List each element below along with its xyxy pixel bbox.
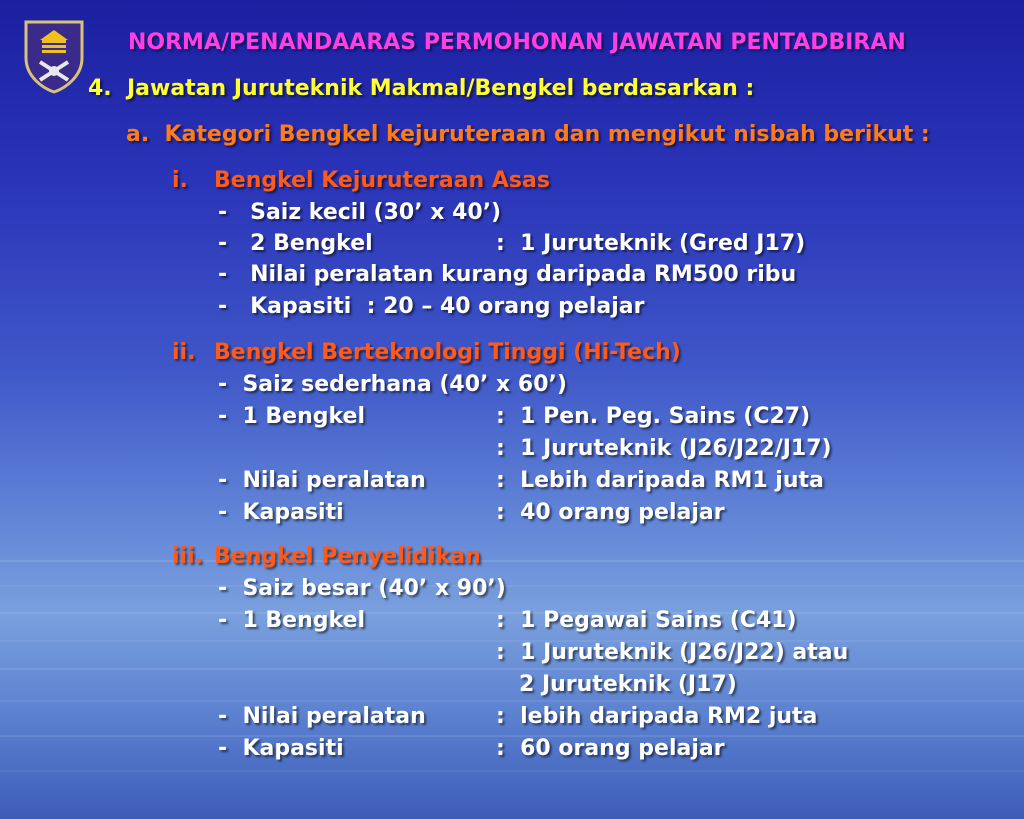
section2-row-label: - Kapasiti bbox=[218, 500, 344, 525]
section3-row-value: : 60 orang pelajar bbox=[496, 736, 725, 761]
section3-row-value: : 1 Juruteknik (J26/J22) atau bbox=[496, 640, 849, 665]
section2-heading: Bengkel Berteknologi Tinggi (Hi-Tech) bbox=[214, 340, 681, 365]
section2-row-value: : 1 Pen. Peg. Sains (C27) bbox=[496, 404, 811, 429]
section1-line: - 2 Bengkel bbox=[218, 231, 373, 256]
section3-number: iii. bbox=[172, 544, 203, 569]
section1-heading: Bengkel Kejuruteraan Asas bbox=[214, 168, 550, 193]
section3-row-value: : 1 Pegawai Sains (C41) bbox=[496, 608, 797, 633]
section2-row-value: : 40 orang pelajar bbox=[496, 500, 725, 525]
section3-row-label: - Kapasiti bbox=[218, 736, 344, 761]
section2-row-value: : Lebih daripada RM1 juta bbox=[496, 468, 824, 493]
section3-heading: Bengkel Penyelidikan bbox=[214, 544, 481, 569]
section1-line: - Saiz kecil (30’ x 40’) bbox=[218, 200, 502, 225]
point-4-text: 4. Jawatan Juruteknik Makmal/Bengkel berdasarkan : bbox=[88, 76, 755, 101]
section3-row-label: - Nilai peralatan bbox=[218, 704, 426, 729]
page-title: NORMA/PENANDAARAS PERMOHONAN JAWATAN PENTADBIRAN bbox=[128, 30, 906, 55]
section2-line: - Saiz sederhana (40’ x 60’) bbox=[218, 372, 567, 397]
section2-number: ii. bbox=[172, 340, 196, 365]
section2-row-label: - 1 Bengkel bbox=[218, 404, 366, 429]
section3-line: - Saiz besar (40’ x 90’) bbox=[218, 576, 506, 601]
section1-value: : 1 Juruteknik (Gred J17) bbox=[496, 231, 806, 256]
section1-number: i. bbox=[172, 168, 188, 193]
section1-line: - Nilai peralatan kurang daripada RM500 ribu bbox=[218, 262, 797, 287]
point-a-text: a. Kategori Bengkel kejuruteraan dan mengikut nisbah berikut : bbox=[126, 122, 930, 147]
section3-row-value: : lebih daripada RM2 juta bbox=[496, 704, 818, 729]
section3-row-value: 2 Juruteknik (J17) bbox=[496, 672, 737, 697]
university-crest-icon bbox=[22, 18, 86, 94]
section2-row-label: - Nilai peralatan bbox=[218, 468, 426, 493]
section2-row-value: : 1 Juruteknik (J26/J22/J17) bbox=[496, 436, 832, 461]
section3-row-label: - 1 Bengkel bbox=[218, 608, 366, 633]
section1-line: - Kapasiti : 20 – 40 orang pelajar bbox=[218, 294, 645, 319]
